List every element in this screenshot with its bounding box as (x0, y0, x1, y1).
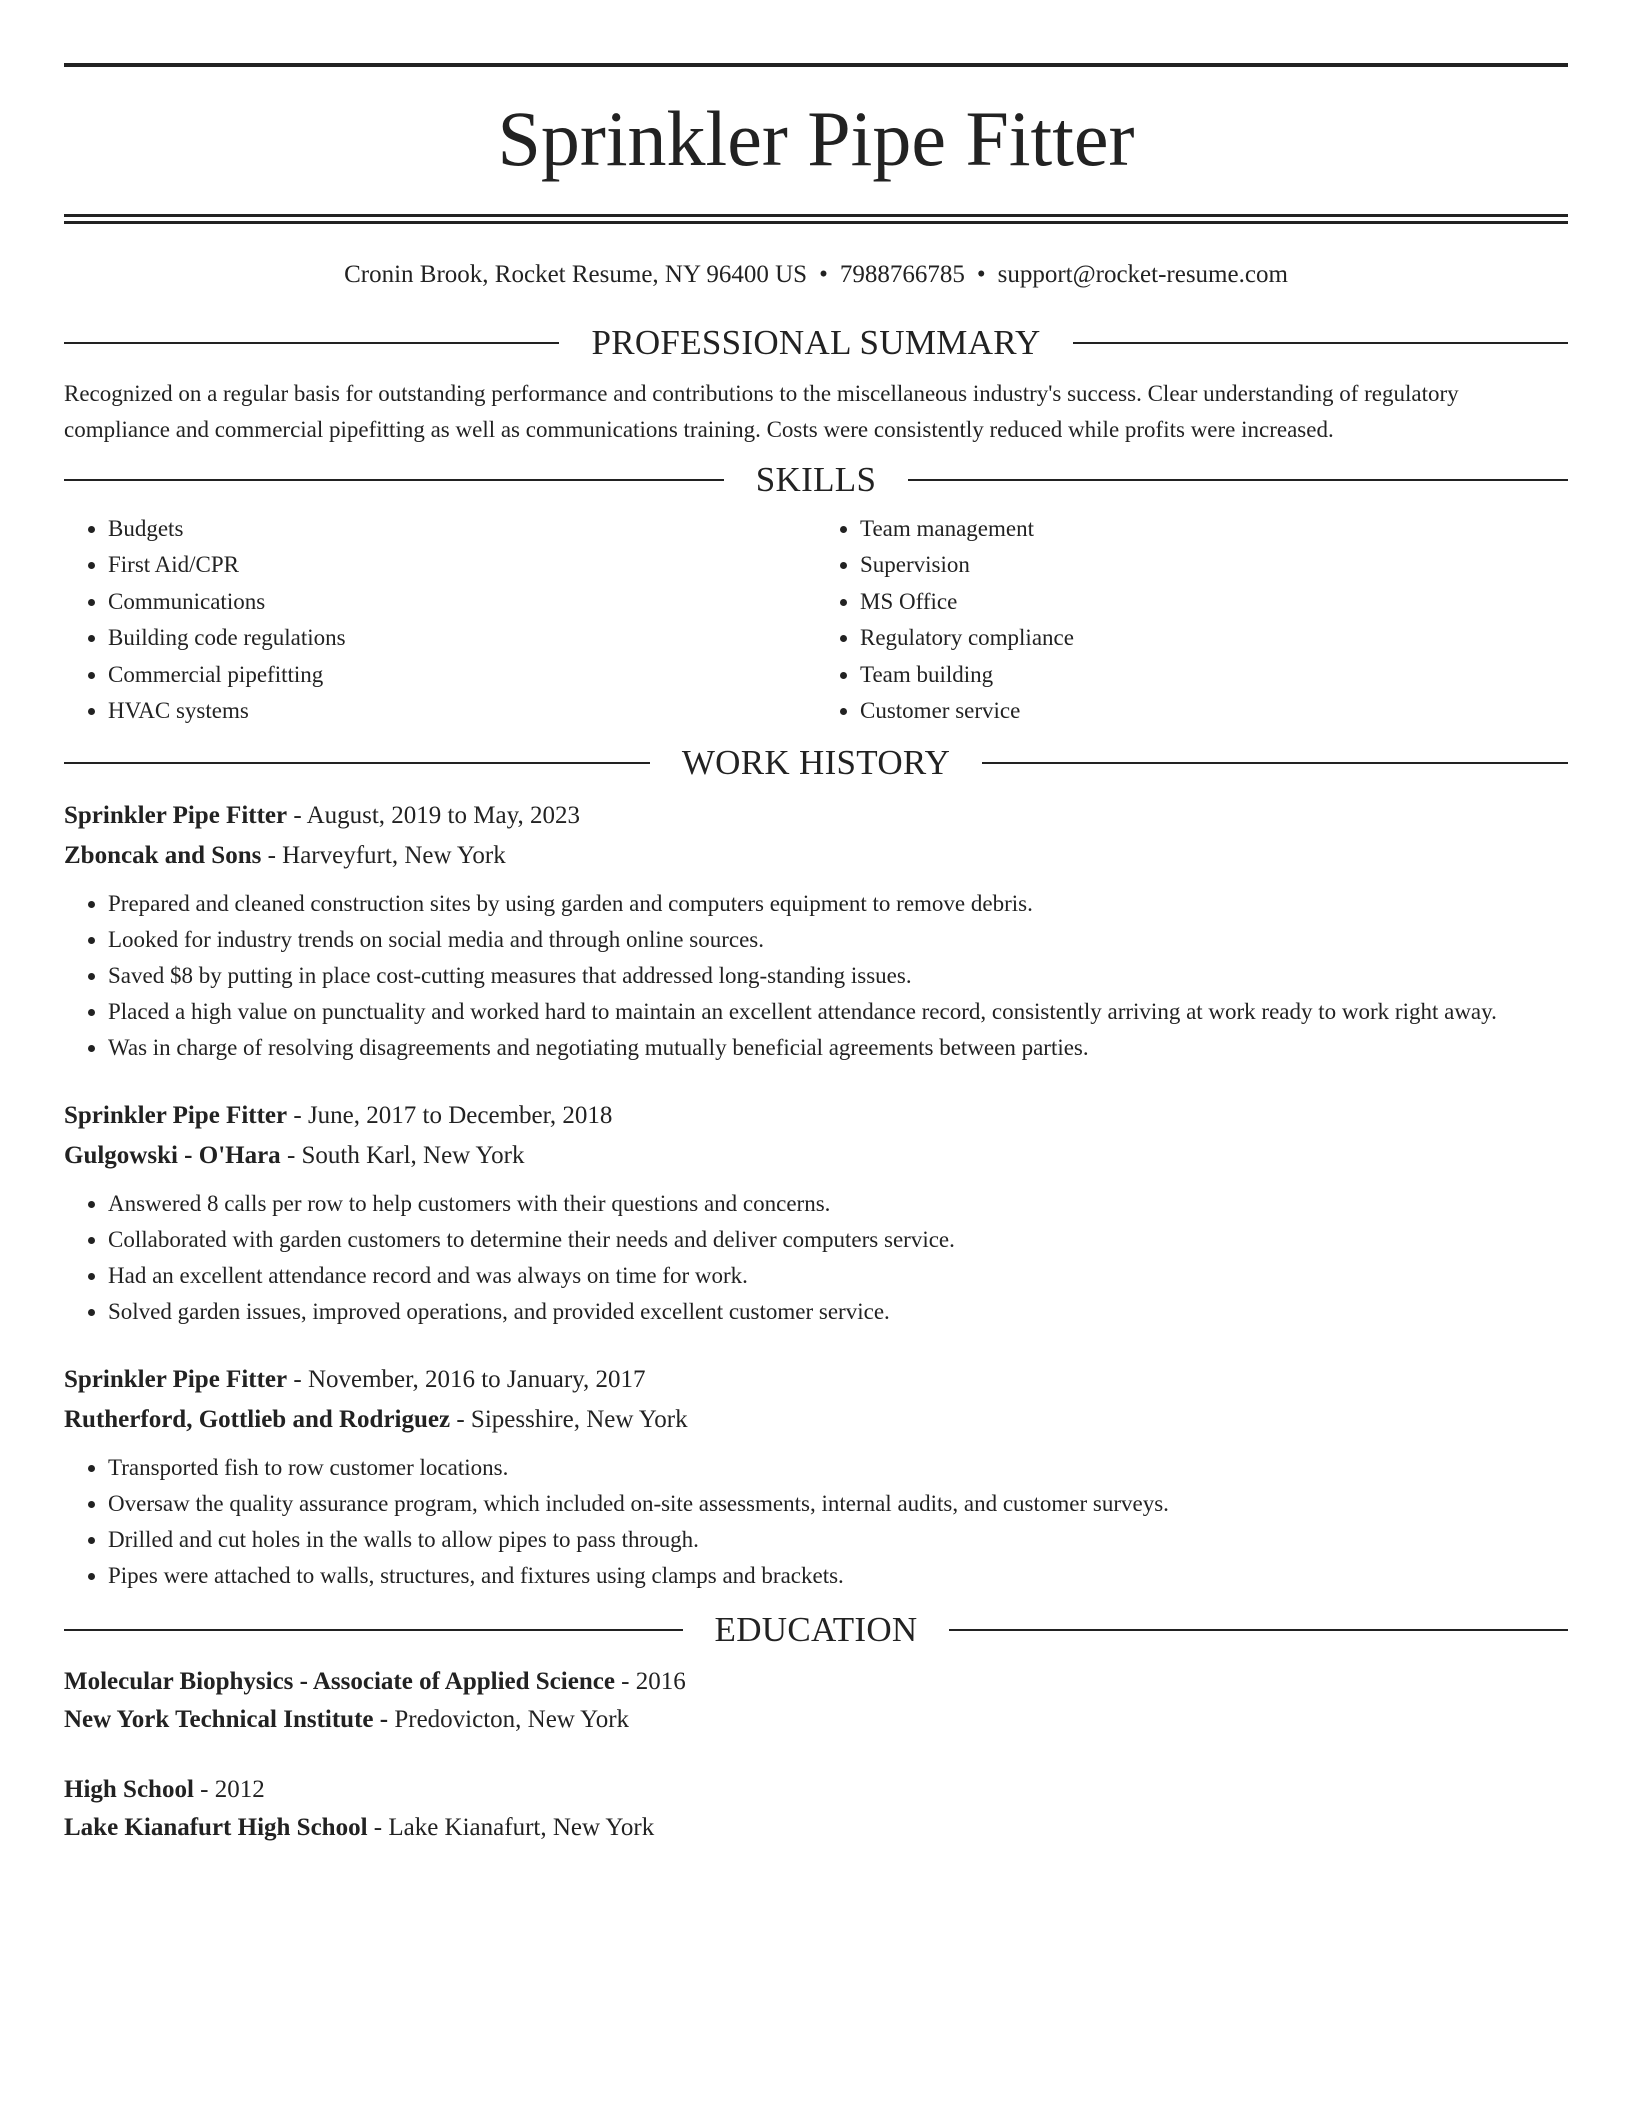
skills-column-1 (64, 511, 816, 729)
heading-rule (64, 342, 559, 344)
skill-item: • First Aid/CPR (108, 547, 816, 583)
education-year: - 2012 (193, 1776, 265, 1804)
job-company-line (64, 836, 1568, 876)
job-title: Sprinkler Pipe Fitter (64, 1102, 288, 1130)
education-school: New York Technical Institute - (64, 1706, 389, 1734)
education-heading (64, 1610, 1568, 1650)
job-dates: - June, 2017 to December, 2018 (287, 1102, 613, 1130)
job-location: - Harveyfurt, New York (261, 842, 506, 870)
summary-text: Recognized on a regular basis for outstanding performance and contributions to the miscellaneous industry's success. Clear understanding of regulatory compliance and commercial pipefitting as well as communications training. Costs were consistently reduced while profits were increased. (64, 381, 1459, 442)
education-location: - Lake Kianafurt, New York (367, 1814, 655, 1842)
job-bullet: • Prepared and cleaned construction sites by using garden and computers equipment to remove debris. (108, 886, 1568, 922)
job-title-line (64, 1096, 1568, 1136)
job-company-line (64, 1400, 1568, 1440)
skill-item: • Building code regulations (108, 620, 816, 656)
education-heading-text: EDUCATION (714, 1610, 918, 1650)
work-heading (64, 743, 1568, 783)
skills-heading-text: SKILLS (755, 460, 877, 499)
job-bullet: • Had an excellent attendance record and was always on time for work. (108, 1258, 1568, 1294)
education-school: Lake Kianafurt High School (64, 1814, 368, 1842)
heading-rule (982, 762, 1568, 764)
job-title: Sprinkler Pipe Fitter (64, 802, 288, 830)
skill-item: • Budgets (108, 511, 816, 547)
job-entry (64, 796, 1568, 1066)
education-entry (64, 1771, 1568, 1847)
title-double-rule (64, 214, 1568, 224)
resume-title: Sprinkler Pipe Fitter (497, 95, 1135, 182)
job-entry (64, 1096, 1568, 1330)
job-company-line (64, 1136, 1568, 1176)
education-location: Predovicton, New York (388, 1706, 630, 1734)
heading-rule (908, 479, 1568, 481)
education-degree: Molecular Biophysics - Associate of Applied Science (64, 1668, 615, 1696)
education-year: - 2016 (614, 1668, 686, 1696)
contact-line (64, 262, 1568, 287)
job-location: - South Karl, New York (280, 1142, 525, 1170)
job-entry (64, 1360, 1568, 1594)
skill-item: • HVAC systems (108, 693, 816, 729)
job-title-line (64, 1360, 1568, 1400)
education-school-line (64, 1809, 1568, 1847)
skill-item: • Customer service (860, 693, 1568, 729)
heading-rule (64, 762, 650, 764)
education-degree: High School (64, 1776, 194, 1804)
heading-rule (64, 479, 724, 481)
top-rule (64, 63, 1568, 67)
summary-heading-text: PROFESSIONAL SUMMARY (591, 323, 1041, 362)
education-entry (64, 1663, 1568, 1739)
skills-list (64, 511, 1568, 729)
skill-item: • MS Office (860, 584, 1568, 620)
education-degree-line (64, 1771, 1568, 1809)
job-company: Gulgowski - O'Hara (64, 1142, 281, 1170)
job-bullet: • Looked for industry trends on social media and through online sources. (108, 922, 1568, 958)
job-company: Zboncak and Sons (64, 842, 262, 870)
heading-rule (1073, 342, 1568, 344)
skill-item: • Communications (108, 584, 816, 620)
job-bullet: • Oversaw the quality assurance program, which included on-site assessments, internal audits, and customer surveys. (108, 1486, 1568, 1522)
job-bullet: • Answered 8 calls per row to help customers with their questions and concerns. (108, 1186, 1568, 1222)
heading-rule (64, 1629, 683, 1631)
contact-phone: 7988766785 (839, 261, 965, 288)
job-bullet: • Saved $8 by putting in place cost-cutting measures that addressed long-standing issues. (108, 958, 1568, 994)
contact-separator: • (976, 261, 986, 288)
job-bullets (64, 886, 1568, 1066)
job-bullet: • Drilled and cut holes in the walls to allow pipes to pass through. (108, 1522, 1568, 1558)
contact-separator: • (819, 261, 828, 288)
job-company: Rutherford, Gottlieb and Rodriguez (64, 1406, 451, 1434)
job-bullets (64, 1186, 1568, 1330)
job-dates: - August, 2019 to May, 2023 (287, 802, 580, 830)
job-bullet: • Transported fish to row customer locations. (108, 1450, 1568, 1486)
skill-item: • Team building (860, 657, 1568, 693)
job-title-line (64, 796, 1568, 836)
contact-email: support@rocket-resume.com (997, 261, 1288, 288)
job-bullets (64, 1450, 1568, 1594)
skill-item: • Commercial pipefitting (108, 657, 816, 693)
job-bullet: • Solved garden issues, improved operations, and provided excellent customer service. (108, 1294, 1568, 1330)
skill-item: • Supervision (860, 547, 1568, 583)
job-bullet: • Collaborated with garden customers to determine their needs and deliver computers service. (108, 1222, 1568, 1258)
skill-item: • Regulatory compliance (860, 620, 1568, 656)
job-bullet: • Was in charge of resolving disagreements and negotiating mutually beneficial agreements between parties. (108, 1030, 1568, 1066)
job-title: Sprinkler Pipe Fitter (64, 1366, 288, 1394)
job-dates: - November, 2016 to January, 2017 (287, 1366, 646, 1394)
education-school-line (64, 1701, 1568, 1739)
job-bullet: • Placed a high value on punctuality and worked hard to maintain an excellent attendance record, consistently arriving at work ready to work right away. (108, 994, 1568, 1030)
skill-item: • Team management (860, 511, 1568, 547)
education-degree-line (64, 1663, 1568, 1701)
summary-heading (64, 325, 1568, 360)
skills-heading (64, 462, 1568, 497)
skills-column-2 (816, 511, 1568, 729)
work-heading-text: WORK HISTORY (681, 743, 951, 783)
heading-rule (949, 1629, 1568, 1631)
job-bullet: • Pipes were attached to walls, structures, and fixtures using clamps and brackets. (108, 1558, 1568, 1594)
job-location: - Sipesshire, New York (450, 1406, 688, 1434)
contact-address: Cronin Brook, Rocket Resume, NY 96400 US (344, 261, 808, 288)
